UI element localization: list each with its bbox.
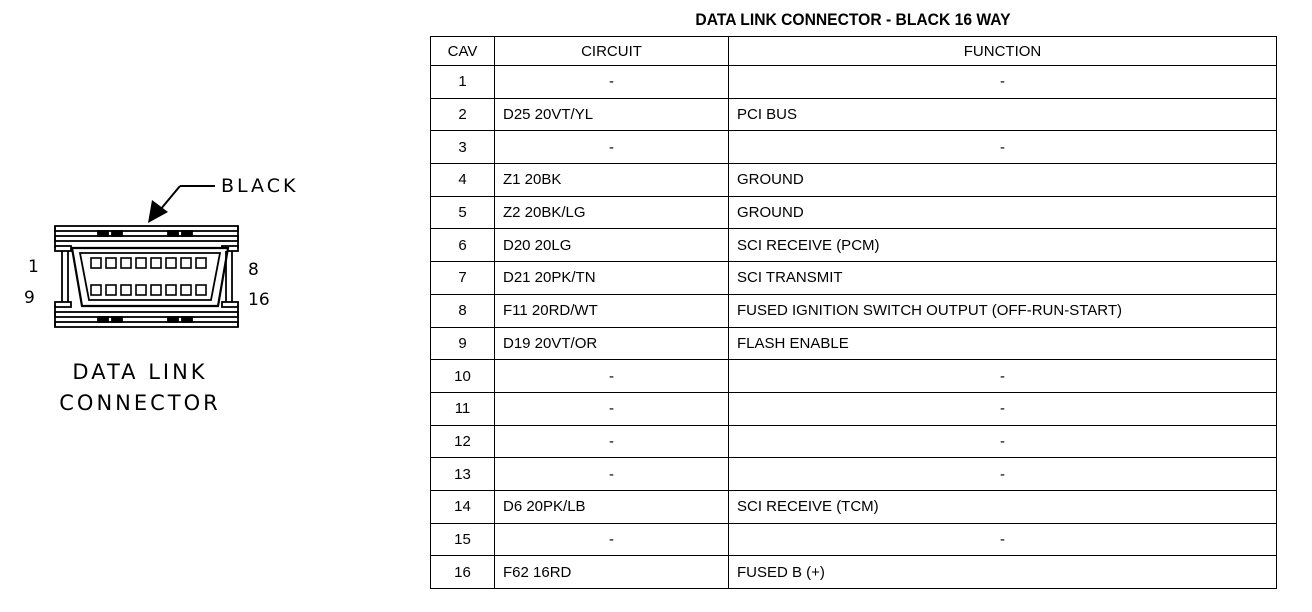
table-row	[431, 131, 1277, 164]
cell-function: SCI RECEIVE (TCM)	[729, 490, 1277, 523]
cell-cav: 12	[431, 425, 495, 458]
table-body	[431, 66, 1277, 589]
table-header-row	[431, 37, 1277, 66]
cell-circuit: D20 20LG	[495, 229, 729, 262]
bottom-pin-socket	[196, 285, 206, 295]
cell-circuit: F62 16RD	[495, 556, 729, 589]
cell-cav: 8	[431, 294, 495, 327]
connector-shell-outer	[72, 248, 228, 306]
cell-cav: 2	[431, 98, 495, 131]
cell-circuit: D21 20PK/TN	[495, 262, 729, 295]
top-pin-socket	[181, 258, 191, 268]
cell-function: -	[729, 425, 1277, 458]
cell-cav: 5	[431, 196, 495, 229]
cell-function: -	[729, 523, 1277, 556]
cell-circuit: D25 20VT/YL	[495, 98, 729, 131]
cell-function: SCI RECEIVE (PCM)	[729, 229, 1277, 262]
pin-label-16: 16	[248, 290, 270, 310]
top-pin-socket	[196, 258, 206, 268]
cell-function: -	[729, 360, 1277, 393]
cell-function: FUSED B (+)	[729, 556, 1277, 589]
header-cav: CAV	[431, 37, 495, 66]
top-pin-socket	[121, 258, 131, 268]
bottom-pin-socket	[136, 285, 146, 295]
cell-function: FUSED IGNITION SWITCH OUTPUT (OFF-RUN-START)	[729, 294, 1277, 327]
header-function: FUNCTION	[729, 37, 1277, 66]
cell-cav: 9	[431, 327, 495, 360]
leader-line-diagonal	[160, 186, 180, 210]
cell-cav: 16	[431, 556, 495, 589]
cell-function: GROUND	[729, 196, 1277, 229]
table-row	[431, 66, 1277, 99]
top-pin-socket	[151, 258, 161, 268]
table-row	[431, 327, 1277, 360]
connector-diagram	[0, 0, 420, 612]
bottom-pin-socket	[151, 285, 161, 295]
cell-circuit: Z2 20BK/LG	[495, 196, 729, 229]
pin-label-9: 9	[24, 288, 35, 308]
table-row	[431, 229, 1277, 262]
bottom-pin-socket	[106, 285, 116, 295]
cell-circuit: D19 20VT/OR	[495, 327, 729, 360]
caption-line-2: CONNECTOR	[59, 391, 221, 415]
header-circuit: CIRCUIT	[495, 37, 729, 66]
cell-function: -	[729, 458, 1277, 491]
table-row	[431, 262, 1277, 295]
connector-color-label: BLACK	[221, 175, 299, 197]
cell-circuit: -	[495, 458, 729, 491]
table-row	[431, 392, 1277, 425]
cell-circuit: -	[495, 425, 729, 458]
connector-cavity-table	[430, 36, 1277, 589]
top-pin-socket	[136, 258, 146, 268]
caption-line-1: DATA LINK	[72, 360, 208, 384]
cell-circuit: -	[495, 131, 729, 164]
table-row	[431, 98, 1277, 131]
cell-cav: 13	[431, 458, 495, 491]
cell-circuit: -	[495, 523, 729, 556]
table-row	[431, 490, 1277, 523]
bottom-pin-socket	[121, 285, 131, 295]
cell-function: GROUND	[729, 164, 1277, 197]
cell-circuit: -	[495, 66, 729, 99]
table-row	[431, 360, 1277, 393]
cell-circuit: -	[495, 360, 729, 393]
cell-cav: 14	[431, 490, 495, 523]
cell-cav: 11	[431, 392, 495, 425]
cell-cav: 7	[431, 262, 495, 295]
top-pin-socket	[166, 258, 176, 268]
top-pin-socket	[91, 258, 101, 268]
cell-function: -	[729, 66, 1277, 99]
cell-cav: 4	[431, 164, 495, 197]
cell-circuit: D6 20PK/LB	[495, 490, 729, 523]
table-row	[431, 425, 1277, 458]
pin-label-8: 8	[248, 260, 259, 280]
table-row	[431, 556, 1277, 589]
table-row	[431, 196, 1277, 229]
cell-function: FLASH ENABLE	[729, 327, 1277, 360]
cell-cav: 1	[431, 66, 495, 99]
cell-circuit: -	[495, 392, 729, 425]
connector-caption	[40, 357, 240, 419]
table-row	[431, 294, 1277, 327]
cell-circuit: F11 20RD/WT	[495, 294, 729, 327]
cell-circuit: Z1 20BK	[495, 164, 729, 197]
pin-label-1: 1	[28, 257, 39, 277]
bottom-pin-socket	[181, 285, 191, 295]
connector-drawing	[0, 0, 420, 612]
table-row	[431, 523, 1277, 556]
top-pin-socket	[106, 258, 116, 268]
cell-function: -	[729, 392, 1277, 425]
cell-cav: 10	[431, 360, 495, 393]
table-row	[431, 164, 1277, 197]
bottom-pin-socket	[166, 285, 176, 295]
cell-function: SCI TRANSMIT	[729, 262, 1277, 295]
cell-cav: 6	[431, 229, 495, 262]
table-title: DATA LINK CONNECTOR - BLACK 16 WAY	[695, 10, 1011, 29]
bottom-pin-socket	[91, 285, 101, 295]
cell-cav: 3	[431, 131, 495, 164]
table-row	[431, 458, 1277, 491]
cell-function: PCI BUS	[729, 98, 1277, 131]
cell-cav: 15	[431, 523, 495, 556]
cell-function: -	[729, 131, 1277, 164]
